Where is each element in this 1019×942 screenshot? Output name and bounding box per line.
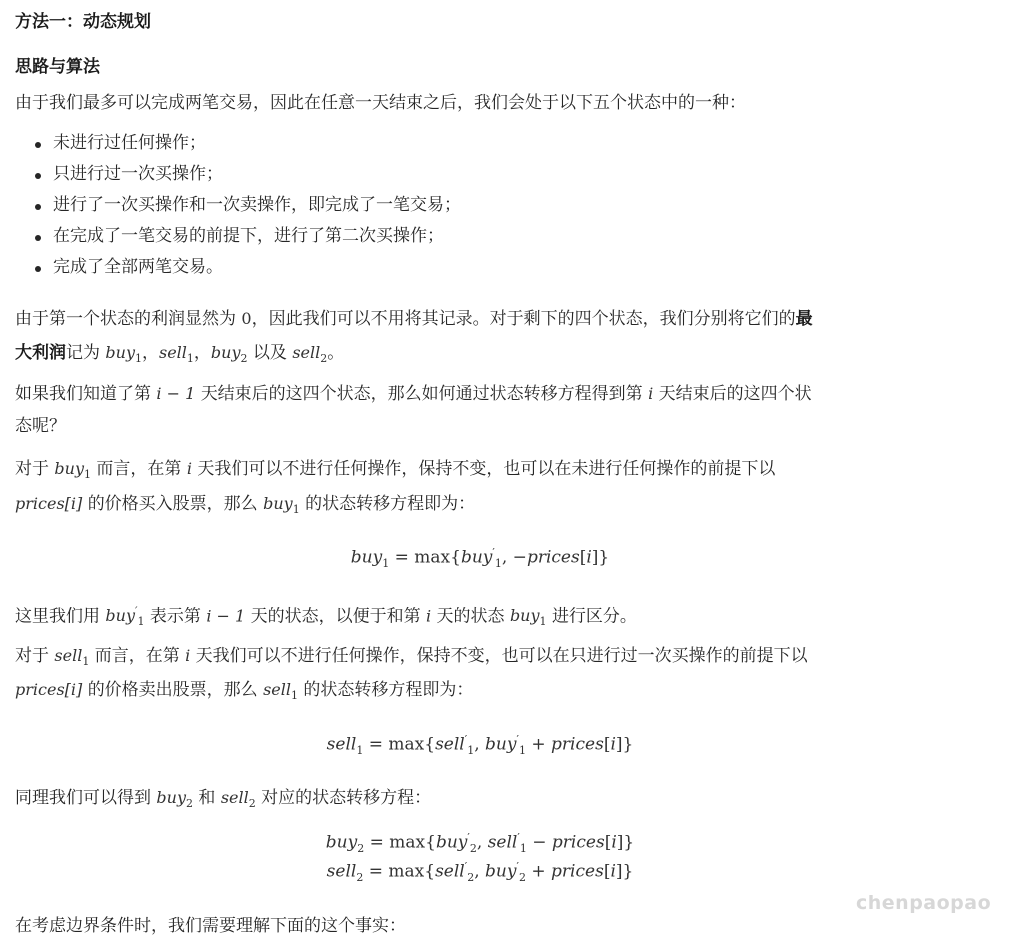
paragraph-sell1-line1: 对于 sell$_1$ 而言，在第 i 天我们可以不进行任何操作，保持不变，也可以在只进行过一次买操作的前提下以 <box>15 646 808 669</box>
list-item: 未进行过任何操作； <box>15 128 461 159</box>
subsection-heading: 思路与算法 <box>15 57 100 77</box>
paragraph-question-line1: 如果我们知道了第 i − 1 天结束后的这四个状态，那么如何通过状态转移方程得到第 i 天结束后的这四个状 <box>15 384 812 404</box>
paragraph-question-line2: 态呢？ <box>15 416 66 436</box>
paragraph-notation: 这里我们用 buy′$_1$ 表示第 i − 1 天的状态，以便于和第 i 天的状态 buy$_1$ 进行区分。 <box>15 605 637 629</box>
paragraph-buy1-line2: prices[i] 的价格买入股票，那么 buy$_1$ 的状态转移方程即为： <box>15 494 476 517</box>
paragraph-boundary: 在考虑边界条件时，我们需要理解下面的这个事实： <box>15 916 406 936</box>
equation-buy2: buy$_2$ = max{buy′$_2$, sell′$_1$ − prices[i]} <box>325 831 635 856</box>
equation-sell2: sell$_2$ = max{sell′$_2$, buy′$_2$ + prices[i]} <box>326 860 634 885</box>
paragraph-profit-line2: 大利润记为 buy$_1$，sell$_1$，buy$_2$ 以及 sell$_2$。 <box>15 343 345 366</box>
list-item: 在完成了一笔交易的前提下，进行了第二次买操作； <box>15 221 461 252</box>
list-item: 进行了一次买操作和一次卖操作，即完成了一笔交易； <box>15 190 461 221</box>
paragraph-buy1-line1: 对于 buy$_1$ 而言，在第 i 天我们可以不进行任何操作，保持不变，也可以在未进行任何操作的前提下以 <box>15 459 776 482</box>
intro-paragraph: 由于我们最多可以完成两笔交易，因此在任意一天结束之后，我们会处于以下五个状态中的一种： <box>15 93 746 113</box>
equation-buy1: buy$_1$ = max{buy′$_1$, −prices[i]} <box>350 546 610 571</box>
equation-sell1: sell$_1$ = max{sell′$_1$, buy′$_1$ + prices[i]} <box>326 733 634 758</box>
list-item: 完成了全部两笔交易。 <box>15 252 461 283</box>
state-list <box>15 128 461 283</box>
paragraph-profit-line1: 由于第一个状态的利润显然为 0，因此我们可以不用将其记录。对于剩下的四个状态，我们分别将它们的最 <box>15 309 813 329</box>
paragraph-sell1-line2: prices[i] 的价格卖出股票，那么 sell$_1$ 的状态转移方程即为： <box>15 680 474 703</box>
section-heading: 方法一：动态规划 <box>15 12 151 32</box>
paragraph-similar: 同理我们可以得到 buy$_2$ 和 sell$_2$ 对应的状态转移方程： <box>15 788 432 811</box>
watermark: chenpaopao <box>856 892 992 914</box>
list-item: 只进行过一次买操作； <box>15 159 461 190</box>
